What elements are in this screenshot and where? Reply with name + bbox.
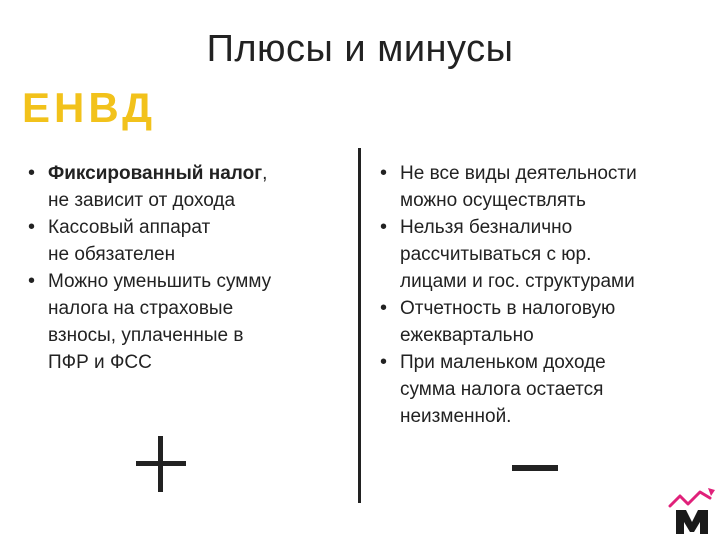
pros-item-bold: Фиксированный налог [48, 163, 263, 184]
cons-item-line: Не все виды деятельности [400, 163, 637, 184]
cons-item-line: Отчетность в налоговую [400, 298, 616, 319]
pros-column [28, 160, 348, 376]
pros-item [28, 160, 348, 214]
cons-item-line: лицами и гос. структурами [400, 271, 635, 292]
plus-icon [136, 436, 186, 492]
minus-icon [512, 465, 558, 471]
cons-item-line: неизменной. [400, 406, 512, 427]
pros-item-line: Кассовый аппарат [48, 217, 211, 238]
pros-item [28, 268, 348, 376]
page-subtitle: ЕНВД [22, 84, 157, 131]
page-title: Плюсы и минусы [206, 28, 514, 70]
cons-item-line: можно осуществлять [400, 190, 586, 211]
cons-item-line: ежеквартально [400, 325, 534, 346]
pros-item [28, 214, 348, 268]
pros-item-line: не зависит от дохода [48, 190, 236, 211]
column-divider [358, 148, 361, 503]
logo-icon [668, 484, 716, 536]
cons-item [380, 295, 710, 349]
cons-item [380, 160, 710, 214]
pros-item-line: Можно уменьшить сумму [48, 271, 272, 292]
pros-item-line: налога на страховые [48, 298, 234, 319]
cons-item-line: Нельзя безналично [400, 217, 573, 238]
pros-item-line: ПФР и ФСС [48, 352, 152, 373]
pros-item-line: не обязателен [48, 244, 176, 265]
cons-item-line: При маленьком доходе [400, 352, 606, 373]
cons-column [380, 160, 710, 430]
pros-list [28, 160, 348, 376]
cons-item [380, 349, 710, 430]
cons-item [380, 214, 710, 295]
cons-item-line: рассчитываться с юр. [400, 244, 592, 265]
pros-item-line: , [262, 163, 268, 184]
cons-item-line: сумма налога остается [400, 379, 604, 400]
cons-list [380, 160, 710, 430]
pros-item-line: взносы, уплаченные в [48, 325, 244, 346]
